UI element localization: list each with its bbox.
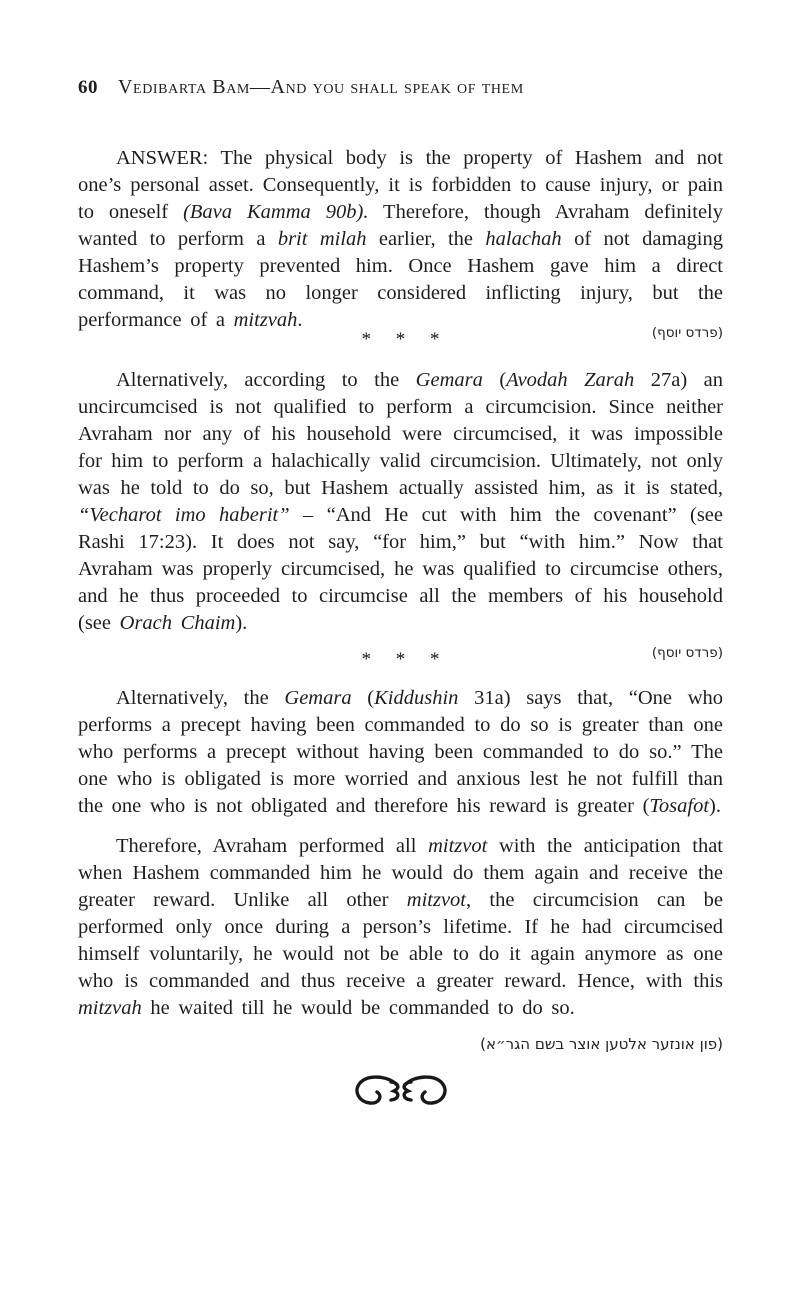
avodah-zarah-paragraph: Alternatively, according to the Gemara (Avodah Zarah 27a) an uncircumcised is not qualified to perform a circumcision. Since neither Avraham nor any of his household were circumcised, it was impossible for him to perform a halachically valid circumcision. Ultimately, not only was he told to do so, but Hashem actually assisted him, as it is stated, “Vecharot imo haberit” – “And He cut with him the covenant” (see Rashi 17:23). It does not say, “for him,” but “with him.” Now that Avraham was properly circumcised, he was qualified to circumcise others, and he thus proceeded to circumcise all the members of his household (see Orach Chaim).	[78, 369, 724, 634]
kiddushin-paragraph: Alternatively, the Gemara (Kiddushin 31a) says that, “One who performs a precept having been commanded to do so is greater than one who performs a precept without having been commanded to do so.” The one who is obligated is more worried and anxious lest he not fulfill than the one who is not obligated and therefore his reward is greater (Tosafot).	[78, 687, 724, 817]
citation-pardes-yosef: (פרדס יוסף)	[651, 325, 723, 341]
end-ornament-row	[78, 1074, 723, 1113]
answer-paragraph: ANSWER: The physical body is the property of Hashem and not one’s personal asset. Consequently, it is forbidden to cause injury, or pain to oneself (Bava Kamma 90b). Therefore, though Avraham definitely wanted to perform a brit milah earlier, the halachah of not damaging Hashem’s property prevented him. Once Hashem gave him a direct command, it was no longer considered inflicting injury, but the performance of a mitzvah.	[78, 147, 723, 331]
final-citation-row	[78, 1035, 723, 1054]
conclusion-paragraph: Therefore, Avraham performed all mitzvot with the anticipation that when Hashem commanded him he would do them again and receive the greater reward. Unlike all other mitzvot, the circumcision can be performed only once during a person’s lifetime. If he had circumcised himself voluntarily, he would not be able to do it again anymore as one who is commanded and thus receive a greater reward. Hence, with this mitzvah he waited till he would be commanded to do so.	[78, 835, 723, 1019]
fleuron-ornament-icon	[351, 1074, 451, 1108]
book-title: Vedibarta Bam—And you shall speak of them	[118, 76, 524, 98]
asterisk-divider: * * *	[361, 649, 440, 670]
section-divider	[78, 322, 723, 352]
running-header	[78, 76, 723, 99]
section-divider	[78, 642, 723, 672]
citation-yiddish-gra: (פון אונזער אלטען אוצר בשם הגר״א)	[480, 1035, 723, 1053]
page-number: 60	[78, 77, 98, 98]
asterisk-divider: * * *	[361, 329, 440, 350]
citation-pardes-yosef: (פרדס יוסף)	[651, 645, 723, 661]
